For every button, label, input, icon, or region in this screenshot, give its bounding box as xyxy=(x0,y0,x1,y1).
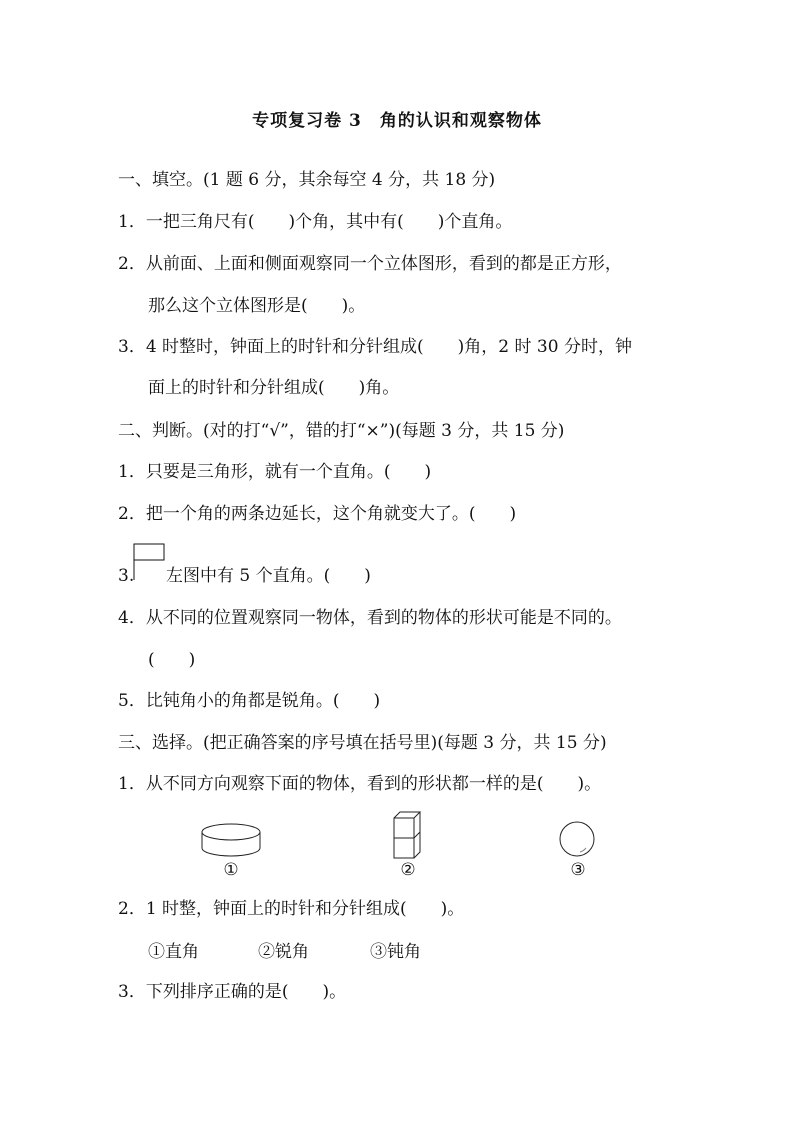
section-3-question-1: 1．从不同方向观察下面的物体，看到的形状都一样的是( )。 xyxy=(118,774,602,794)
figure-rectangle xyxy=(134,544,164,560)
cube-side-divider xyxy=(414,832,420,838)
section-1-question-2-line-1: 2．从前面、上面和侧面观察同一个立体图形，看到的都是正方形， xyxy=(118,254,622,274)
section-2-question-2: 2．把一个角的两条边延长，这个角就变大了。( ) xyxy=(118,504,517,524)
section-2-header: 二、判断。(对的打“√”，错的打“×”)(每题 3 分，共 15 分) xyxy=(118,421,565,441)
section-2-question-5: 5．比钝角小的角都是锐角。( ) xyxy=(118,691,381,711)
cylinder-bottom xyxy=(202,848,260,856)
section-3-question-3: 3．下列排序正确的是( )。 xyxy=(118,982,347,1002)
section-1-question-1: 1．一把三角尺有( )个角，其中有( )个直角。 xyxy=(118,212,513,232)
sphere-outline xyxy=(560,822,594,856)
section-2-question-3-number: 3. xyxy=(118,566,135,586)
stacked-cubes-figure xyxy=(390,810,424,860)
upper-cube-front xyxy=(394,818,414,838)
section-1-header: 一、填空。(1 题 6 分，其余每空 4 分，共 18 分) xyxy=(118,170,496,190)
figure-label-3: ③ xyxy=(570,860,586,880)
cylinder-figure xyxy=(198,820,264,862)
option-acute-angle: ②锐角 xyxy=(258,942,309,962)
right-angle-figure xyxy=(128,542,170,582)
figure-label-2: ② xyxy=(400,860,416,880)
section-1-question-2-line-2: 那么这个立体图形是( )。 xyxy=(148,296,366,316)
cylinder-top xyxy=(202,824,260,840)
section-2-question-4-line-2: ( ) xyxy=(148,650,196,670)
cube-top-face xyxy=(394,812,420,818)
section-1-question-3-line-1: 3．4 时整时，钟面上的时针和分针组成( )角，2 时 30 分时，钟 xyxy=(118,337,632,357)
section-2-question-1: 1．只要是三角形，就有一个直角。( ) xyxy=(118,462,432,482)
section-3-header: 三、选择。(把正确答案的序号填在括号里)(每题 3 分，共 15 分) xyxy=(118,733,607,753)
page-title: 专项复习卷 3 角的认识和观察物体 xyxy=(252,111,542,131)
sphere-figure xyxy=(556,818,602,864)
option-obtuse-angle: ③钝角 xyxy=(370,942,421,962)
lower-cube-front xyxy=(394,838,414,858)
option-right-angle: ①直角 xyxy=(148,942,199,962)
section-1-question-3-line-2: 面上的时针和分针组成( )角。 xyxy=(148,378,400,398)
section-3-question-2: 2．1 时整，钟面上的时针和分针组成( )。 xyxy=(118,899,465,919)
section-2-question-3-text: 左图中有 5 个直角。( ) xyxy=(166,566,371,586)
section-2-question-4-line-1: 4．从不同的位置观察同一物体，看到的物体的形状可能是不同的。 xyxy=(118,608,622,628)
figure-label-1: ① xyxy=(223,860,239,880)
